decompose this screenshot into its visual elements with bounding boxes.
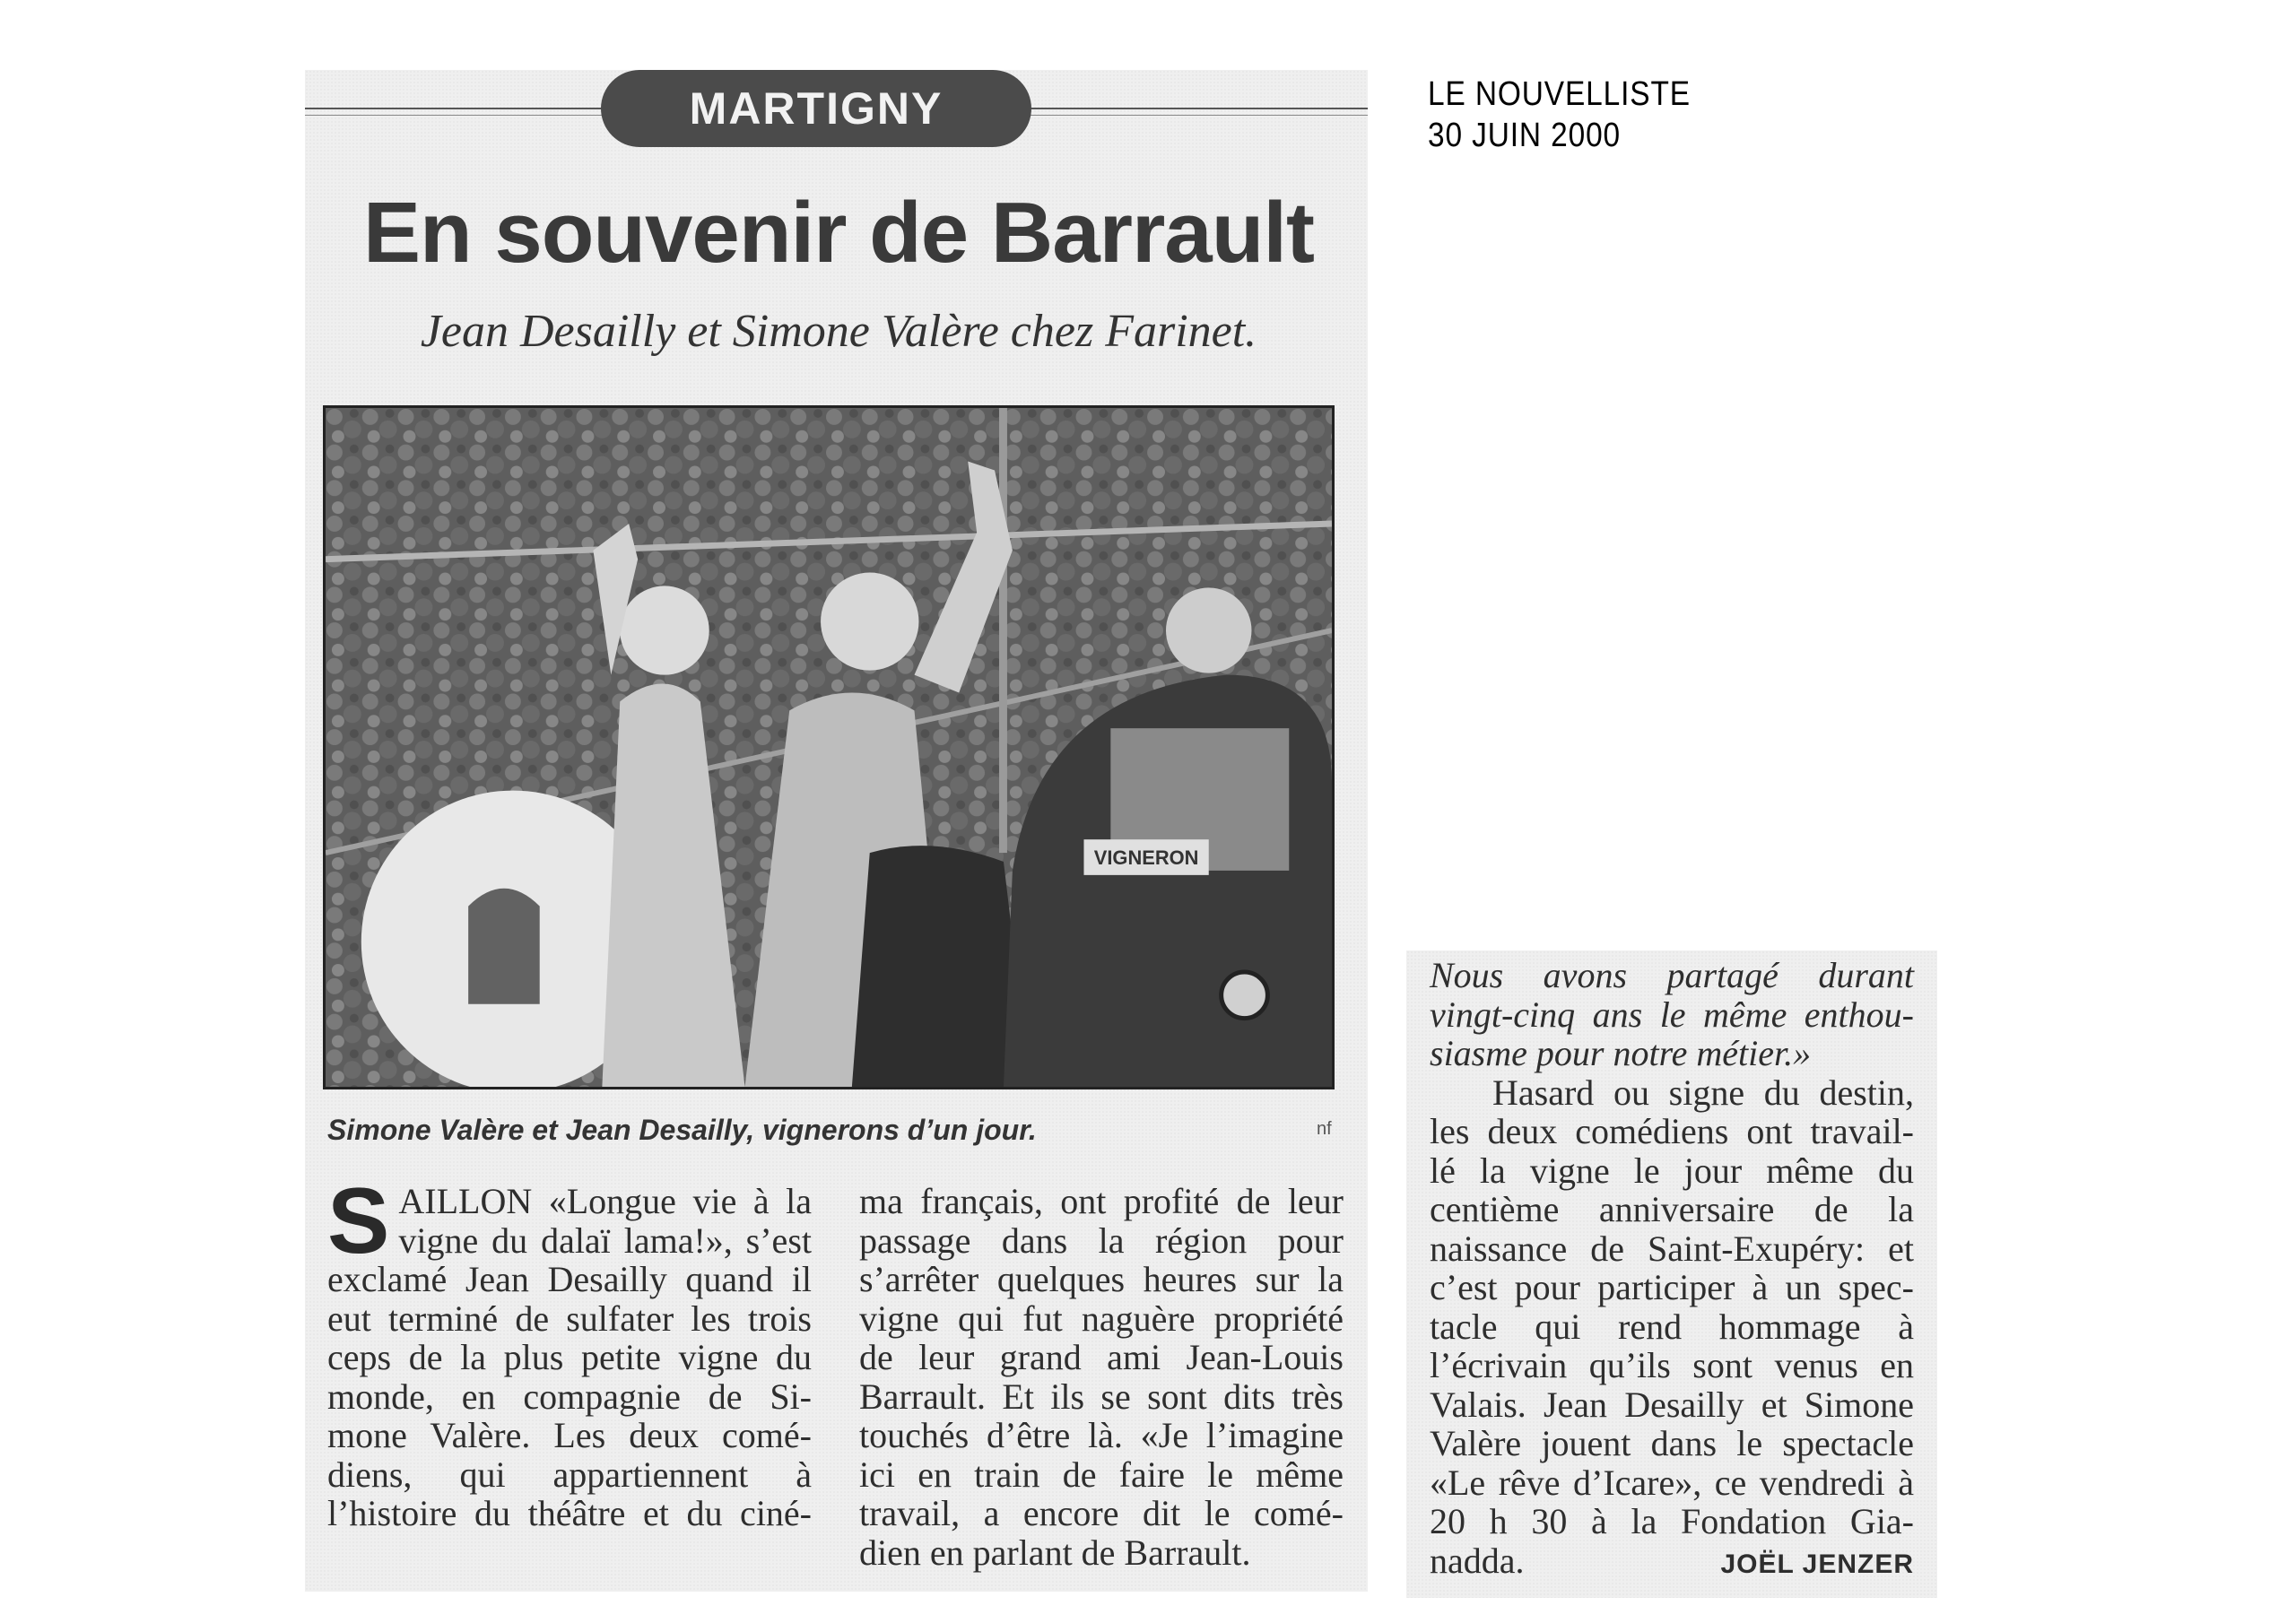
col3-line: «Le rêve d’Icare», ce vendredi à <box>1430 1462 1914 1503</box>
col2-line: touchés d’être là. «Je l’imagine <box>859 1415 1344 1455</box>
woman-head <box>620 586 709 674</box>
col3-line: nadda. <box>1430 1540 1525 1581</box>
col1-line: exclamé Jean Desailly quand il <box>327 1259 812 1299</box>
source-note <box>1428 74 1691 156</box>
col1-line: monde, en compagnie de Si- <box>327 1376 812 1417</box>
article-column-2 <box>859 1182 1344 1572</box>
col2-line: Barrault. Et ils se sont dits très <box>859 1376 1344 1417</box>
trellis-post <box>999 408 1007 853</box>
col3-line: les deux comédiens ont travail- <box>1430 1111 1914 1151</box>
col3-line: centième anniversaire de la <box>1430 1189 1914 1229</box>
col3-line: Valère jouent dans le spectacle <box>1430 1423 1914 1463</box>
subheadline: Jean Desailly et Simone Valère chez Farinet. <box>420 306 1257 357</box>
col3-line: l’écrivain qu’ils sont venus en <box>1430 1345 1914 1385</box>
col3-line: lé la vigne le jour même du <box>1430 1150 1914 1191</box>
section-label: MARTIGNY <box>601 70 1031 147</box>
col2-line: de leur grand ami Jean-Louis <box>859 1337 1344 1377</box>
col2-line: dien en parlant de Barrault. <box>859 1532 1251 1573</box>
handle <box>468 889 540 1004</box>
headline: En souvenir de Barrault <box>363 185 1314 281</box>
col3-line: siasme pour notre métier.» <box>1430 1033 1812 1073</box>
article-column-1 <box>327 1169 812 1533</box>
col2-line: ma français, ont profité de leur <box>859 1181 1344 1221</box>
col2-line: passage dans la région pour <box>859 1219 1344 1261</box>
byline: JOËL JENZER <box>1720 1549 1914 1579</box>
col3-last-line <box>1430 1541 1914 1581</box>
col1-line: AILLON «Longue vie à la <box>398 1181 812 1221</box>
photo-illustration <box>326 408 1332 1087</box>
col1-line: l’histoire du théâtre et du ciné- <box>327 1493 812 1533</box>
col1-line: mone Valère. Les deux comé- <box>327 1415 812 1455</box>
source-publication: LE NOUVELLISTE <box>1428 75 1691 113</box>
car-seat <box>852 846 1031 1087</box>
col1-line: ceps de la plus petite vigne du <box>327 1337 812 1377</box>
col3-line: vingt-cinq ans le même enthou- <box>1430 994 1914 1035</box>
col3-line: Nous avons partagé durant <box>1430 955 1914 995</box>
article-column-3 <box>1430 956 1914 1584</box>
col3-line: tacle qui rend hommage à <box>1430 1306 1914 1347</box>
col3-line: Valais. Jean Desailly et Simone <box>1430 1384 1914 1425</box>
col3-line: Hasard ou signe du destin, <box>1492 1072 1914 1113</box>
col2-line: ici en train de faire le même <box>859 1454 1344 1495</box>
drop-cap: S <box>327 1169 390 1273</box>
photo-caption: Simone Valère et Jean Desailly, vignerons d’un jour. <box>327 1114 1037 1146</box>
article-photo <box>323 405 1335 1089</box>
col3-line: naissance de Saint-Exupéry: et <box>1430 1228 1914 1269</box>
col2-line: vigne qui fut naguère propriété <box>859 1298 1344 1339</box>
col1-line: diens, qui appartiennent à <box>327 1454 812 1495</box>
man-head <box>821 573 918 671</box>
photo-credit: nf <box>1317 1119 1332 1139</box>
vigneron-sign-text: VIGNERON <box>1093 846 1199 869</box>
col1-line: vigne du dalaï lama!», s’est <box>398 1219 812 1261</box>
car-headlight <box>1222 972 1268 1019</box>
col2-line: travail, a encore dit le comé- <box>859 1493 1344 1533</box>
col3-line: 20 h 30 à la Fondation Gia- <box>1430 1501 1914 1541</box>
col3-line: c’est pour participer à un spec- <box>1430 1267 1914 1307</box>
col1-line: eut terminé de sulfater les trois <box>327 1298 812 1339</box>
source-date: 30 JUIN 2000 <box>1428 117 1622 154</box>
col2-line: s’arrêter quelques heures sur la <box>859 1259 1344 1299</box>
driver-head <box>1166 587 1251 673</box>
